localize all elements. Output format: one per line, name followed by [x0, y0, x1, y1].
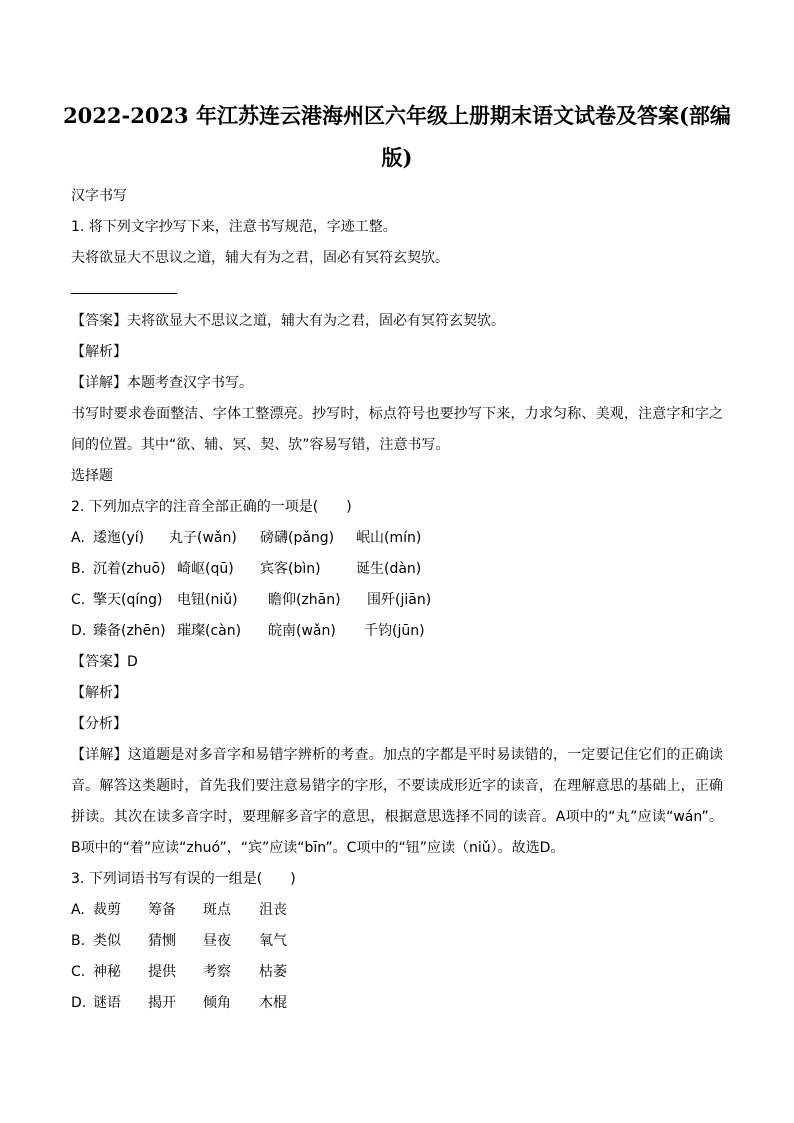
option-item: 木棍	[259, 995, 287, 1011]
option-item: 提供	[148, 964, 176, 980]
option-item: 谜语	[93, 995, 121, 1011]
q2-answer: 【答案】D	[71, 654, 138, 670]
option-item: 枯萎	[259, 964, 287, 980]
q1-detail-2a: 书写时要求卷面整洁、字体工整漂亮。抄写时，标点符号也要抄写下来，力求匀称、美观，注意字和字之	[71, 406, 723, 422]
q2-option-d	[71, 621, 425, 641]
option-item: 考察	[203, 964, 231, 980]
option-item: 千钧(jūn)	[364, 623, 425, 639]
q2-analysis-label: 【解析】	[71, 685, 127, 701]
option-item: 宾客(bìn)	[260, 561, 321, 577]
option-item: 昼夜	[203, 933, 231, 949]
option-item: 类似	[93, 933, 121, 949]
q2-detail-3: 拼读。其次在读多音字时，要理解多音字的意思，根据意思选择不同的读音。A项中的“丸”应读“wán”。	[71, 809, 723, 825]
option-letter: B.	[71, 561, 86, 577]
q2-option-c	[71, 590, 431, 610]
section-heading-writing: 汉字书写	[71, 188, 127, 204]
option-item: 磅礴(pǎng)	[260, 530, 335, 546]
option-letter: A.	[71, 530, 85, 546]
option-item: 擎天(qíng)	[93, 592, 163, 608]
option-letter: D.	[71, 995, 87, 1011]
q2-option-a	[71, 528, 421, 548]
q2-detail-4: B项中的“着”应读“zhuó”，“宾”应读“bīn”。C项中的“钮”应读（niǔ）。故选D。	[71, 840, 565, 856]
option-item: 岷山(mín)	[356, 530, 422, 546]
option-item: 逶迤(yí)	[93, 530, 145, 546]
option-item: 围歼(jiān)	[367, 592, 432, 608]
q1-answer-blank-line	[71, 293, 177, 294]
option-item: 氧气	[259, 933, 287, 949]
q2-question: 2. 下列加点字的注音全部正确的一项是( )	[71, 499, 352, 515]
q3-option-b	[71, 931, 287, 951]
option-item: 沉着(zhuō)	[93, 561, 166, 577]
option-letter: A.	[71, 902, 85, 918]
q1-answer: 【答案】夫将欲显大不思议之道，辅大有为之君，固必有冥符玄契欤。	[71, 313, 505, 329]
document-title-line-2: 版)	[381, 145, 413, 170]
q1-question: 1. 将下列文字抄写下来，注意书写规范，字迹工整。	[71, 219, 397, 235]
option-item: 揭开	[148, 995, 176, 1011]
q2-detail-1: 【详解】这道题是对多音字和易错字辨析的考查。加点的字都是平时易读错的，一定要记住它们的正确读	[71, 747, 723, 763]
q3-option-d	[71, 993, 287, 1013]
option-item: 裁剪	[93, 902, 121, 918]
q2-detail-2: 音。解答这类题时，首先我们要注意易错字的字形，不要读成形近字的读音，在理解意思的基础上，正确	[71, 778, 723, 794]
option-item: 猜恻	[148, 933, 176, 949]
option-item: 倾角	[203, 995, 231, 1011]
option-letter: C.	[71, 592, 86, 608]
option-item: 崎岖(qū)	[177, 561, 234, 577]
q3-option-c	[71, 962, 287, 982]
option-item: 瞻仰(zhān)	[268, 592, 341, 608]
option-item: 诞生(dàn)	[356, 561, 422, 577]
option-item: 电钮(niǔ)	[177, 592, 238, 608]
q2-option-b	[71, 559, 421, 579]
section-heading-choice: 选择题	[71, 468, 113, 484]
q3-question: 3. 下列词语书写有误的一组是( )	[71, 871, 296, 887]
option-item: 臻备(zhēn)	[93, 623, 166, 639]
option-letter: C.	[71, 964, 86, 980]
option-item: 丸子(wǎn)	[169, 530, 237, 546]
option-item: 斑点	[203, 902, 231, 918]
q1-copy-text: 夫将欲显大不思议之道，辅大有为之君，固必有冥符玄契欤。	[71, 250, 449, 266]
option-letter: B.	[71, 933, 86, 949]
option-letter: D.	[71, 623, 87, 639]
option-item: 沮丧	[259, 902, 287, 918]
q1-detail-2b: 间的位置。其中“欲、辅、冥、契、欤”容易写错，注意书写。	[71, 437, 450, 453]
q2-fenxi-label: 【分析】	[71, 716, 127, 732]
document-title-line-1: 2022-2023 年江苏连云港海州区六年级上册期末语文试卷及答案(部编	[63, 103, 731, 128]
q1-analysis-label: 【解析】	[71, 344, 127, 360]
q1-detail-1: 【详解】本题考查汉字书写。	[71, 375, 253, 391]
option-item: 璀璨(càn)	[177, 623, 242, 639]
option-item: 皖南(wǎn)	[268, 623, 336, 639]
option-item: 筹备	[148, 902, 176, 918]
option-item: 神秘	[93, 964, 121, 980]
q3-option-a	[71, 900, 287, 920]
